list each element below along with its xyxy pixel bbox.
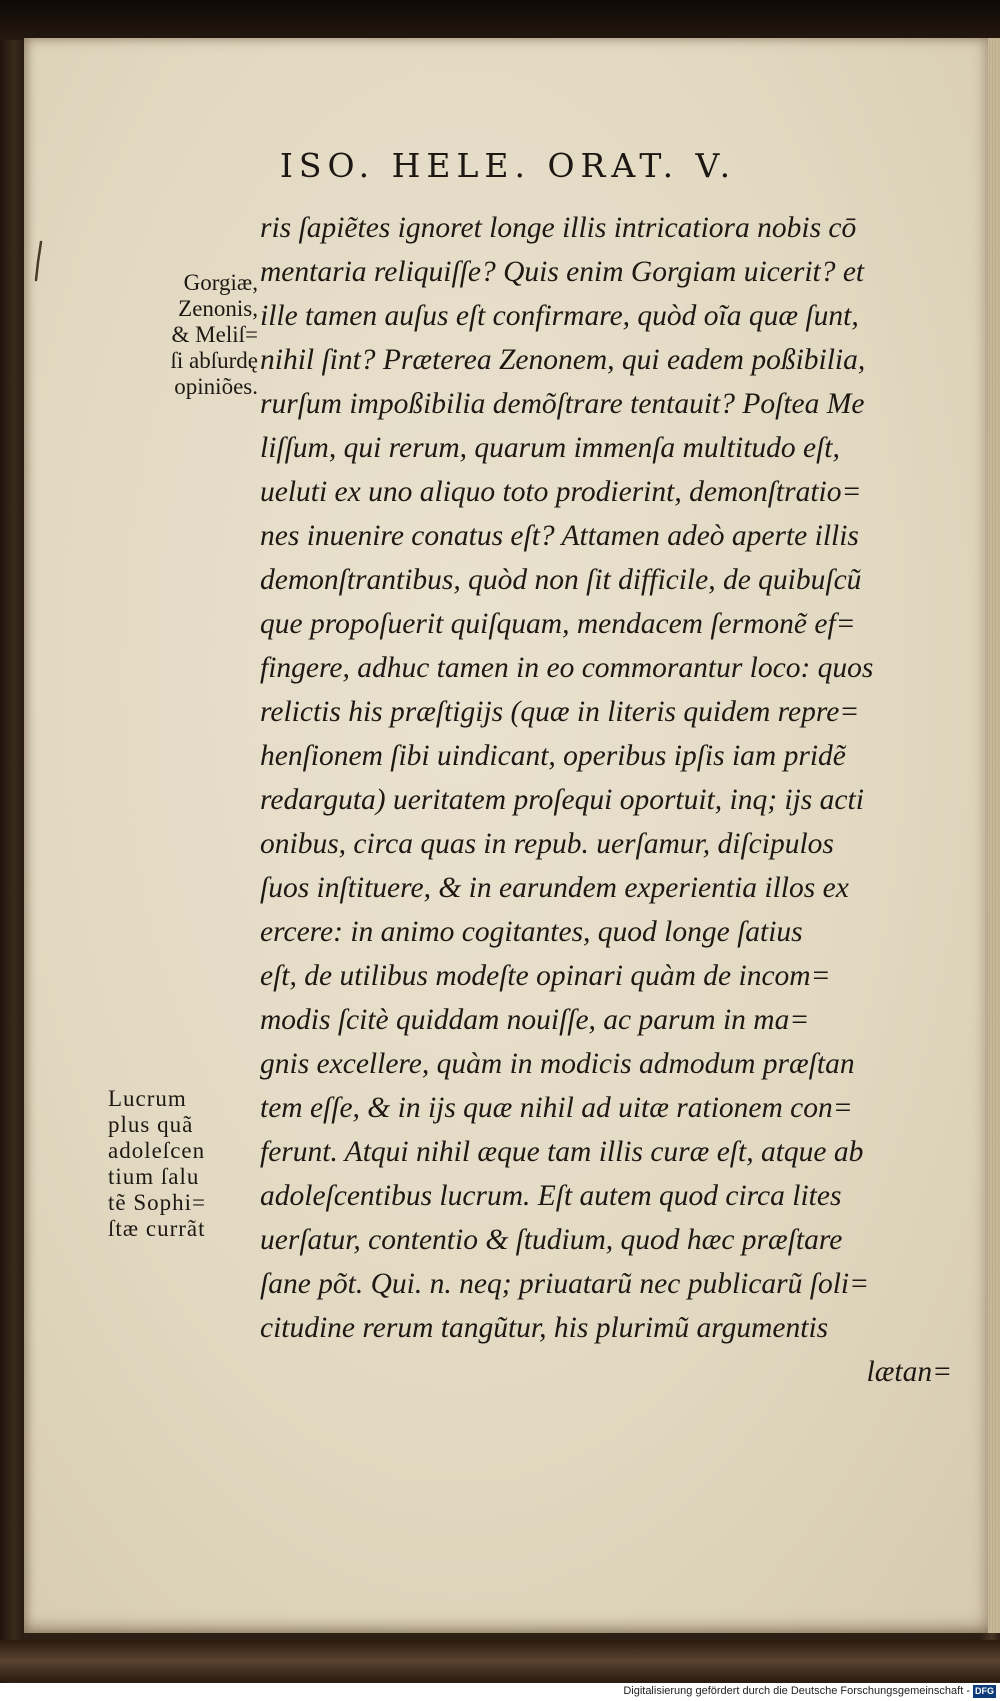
text-line: ſane põt. Qui. n. neq; priuatarũ nec publicarũ ſoli= [260,1268,870,1300]
marginal-note-line: plus quã [108,1112,194,1137]
text-line: nes inuenire conatus eſt? Attamen adeò aperte illis [260,520,859,552]
text-line: fingere, adhuc tamen in eo commorantur loco: quos [260,652,874,684]
text-line: ſuos inſtituere, & in earundem experientia illos ex [260,872,849,904]
book-cover-bottom [0,1640,1000,1682]
text-line: ueluti ex uno aliquo toto prodierint, demonſtratio= [260,476,862,508]
marginal-note-line: & Meliſ= [171,322,258,347]
marginal-note-2 [108,1086,260,1242]
text-line: redarguta) ueritatem proſequi oportuit, inq; ijs acti [260,784,864,816]
text-line: ferunt. Atqui nihil æque tam illis curæ eſt, atque ab [260,1136,864,1168]
body-text [260,206,960,1394]
text-line: que propoſuerit quiſquam, mendacem ſermonẽ ef= [260,608,856,640]
text-line: modis ſcitè quiddam nouiſſe, ac parum in ma= [260,1004,810,1036]
marginal-note-line: adoleſcen [108,1138,206,1163]
running-head: ISO. HELE. ORAT. V. [279,146,737,185]
pencil-mark-icon [32,240,46,284]
text-line: tem eſſe, & in ijs quæ nihil ad uitæ rationem con= [260,1092,853,1124]
text-line: ercere: in animo cogitantes, quod longe ſatius [260,916,803,948]
book-cover-top [0,0,1000,40]
text-line: uerſatur, contentio & ſtudium, quod hæc præſtare [260,1224,843,1256]
text-line: citudine rerum tangũtur, his plurimũ argumentis [260,1312,829,1344]
text-line: mentaria reliquiſſe? Quis enim Gorgiam uicerit? et [260,256,865,288]
catchword: lætan= [866,1356,952,1388]
text-line: rurſum impoßibilia demõſtrare tentauit? Poſtea Me [260,388,865,420]
text-line: eſt, de utilibus modeſte opinari quàm de incom= [260,960,831,992]
marginal-note-line: tium ſalu [108,1164,200,1189]
page-edges [988,38,1000,1633]
text-line: onibus, circa quas in repub. uerſamur, diſcipulos [260,828,834,860]
text-line: ille tamen auſus eſt confirmare, quòd oĩa quæ ſunt, [260,300,859,332]
marginal-note-1 [108,270,258,400]
marginal-note-line: ſtæ currãt [108,1216,206,1241]
dfg-logo: DFG [975,1686,994,1696]
text-line: demonſtrantibus, quòd non ſit difficile, de quibuſcũ [260,564,862,596]
text-line: henſionem ſibi uindicant, operibus ipſis iam pridẽ [260,740,846,772]
text-line: liſſum, qui rerum, quarum immenſa multitudo eſt, [260,432,840,464]
text-line: nihil ſint? Præterea Zenonem, qui eadem poßibilia, [260,344,866,376]
marginal-note-line: Lucrum [108,1086,187,1111]
text-line: relictis his præſtigijs (quæ in literis quidem repre= [260,696,860,728]
text-line: gnis excellere, quàm in modicis admodum præſtan [260,1048,855,1080]
text-line: ris ſapiẽtes ignoret longe illis intricatiora nobis cō [260,212,857,244]
text-line: adoleſcentibus lucrum. Eſt autem quod circa lites [260,1180,842,1212]
book-page [24,38,992,1633]
marginal-note-line: Zenonis, [178,296,258,321]
marginal-note-line: opiniões. [174,374,258,399]
digitization-credit: Digitalisierung gefördert durch die Deutsche Forschungsgemeinschaft - [623,1685,970,1697]
marginal-note-line: Gorgiæ, [183,270,258,295]
marginal-note-line: ſi abſurdę [170,348,258,373]
marginal-note-line: tẽ Sophi= [108,1190,207,1215]
